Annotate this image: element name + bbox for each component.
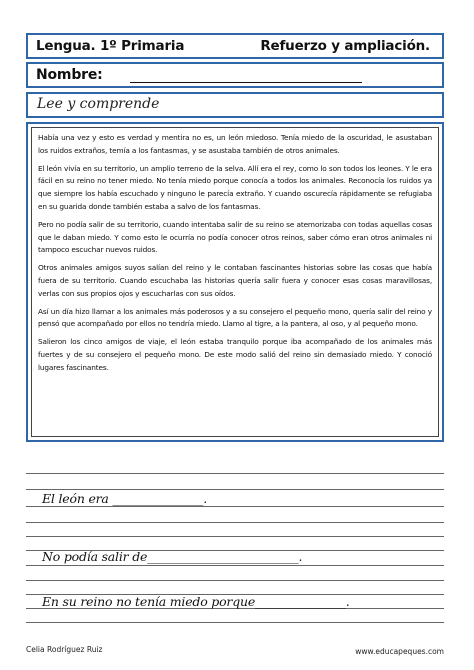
writing-line: [26, 580, 444, 581]
story-text-frame: [31, 127, 439, 437]
story-paragraph: Pero no podía salir de su territorio, cuando intentaba salir de su reino se atemorizaba con todas aquellas cosas que le daban miedo. Y como esto le ocurría no podía conocer otros reinos, saber cómo eran otros animales ni tampoco escuchar nuevos ruidos.: [38, 219, 432, 255]
writing-line: [26, 522, 444, 523]
worksheet-kind: Refuerzo y ampliación.: [260, 38, 430, 54]
name-write-line[interactable]: [130, 82, 362, 83]
footer-site-link[interactable]: www.educapeques.com: [355, 647, 444, 656]
question-prompt-3: En su reino no tenía miedo porque_______________.: [42, 594, 350, 609]
story-paragraph: Otros animales amigos suyos salían del reino y le contaban fascinantes historias sobre las cosas que había fuera de su territorio. Cuando escuchaba las historias quería salir fuera y conocer esas cosas maravillosas, verlas con sus propios ojos y escucharlas con sus oídos.: [38, 263, 432, 298]
story-box: [26, 122, 444, 442]
name-field-box: [26, 62, 444, 88]
instruction-text: Lee y comprende: [37, 96, 160, 112]
story-paragraph: Así un día hizo llamar a los animales más poderosos y a su consejero el pequeño mono, quería salir del reino y pensó que acompañado por ellos no tendría miedo. Llamo al tigre, a la pantera, al oso, y al pequeño mono.: [38, 306, 432, 329]
writing-line: [26, 473, 444, 474]
writing-line[interactable]: [26, 506, 444, 507]
instruction-box: [26, 92, 444, 118]
name-label: Nombre:: [36, 67, 103, 83]
writing-line: [26, 536, 444, 537]
footer-author: Celia Rodríguez Ruiz: [26, 645, 103, 654]
writing-line[interactable]: [26, 565, 444, 566]
writing-line: [26, 489, 444, 490]
story-paragraph: Salieron los cinco amigos de viaje, el león estaba tranquilo porque iba acompañado de los animales más fuertes y de su consejero el pequeño mono. De este modo salió del reino sin demasiado miedo. Y conoció lugares fascinantes.: [38, 337, 432, 372]
story-paragraph: El león vivía en su territorio, un amplio terreno de la selva. Allí era el rey, como lo son todos los leones. Y le era fácil en su reino no tener miedo. No tenía miedo porque conocía a todos los animales. Reconocía los ruidos ya que siempre los había escuchado y ninguno le parecía extraño. Y cuando oscurecía rápidamente se refugiaba en su guarida donde también estaba a salvo de los fantasmas.: [38, 163, 432, 211]
story-paragraph: Había una vez y esto es verdad y mentira no es, un león miedoso. Tenía miedo de la oscuridad, le asustaban los ruidos extraños, temía a los fantasmas, y se asustaba también de otros animales.: [38, 133, 432, 155]
writing-line: [26, 622, 444, 623]
question-prompt-2: No podía salir de_________________________.: [42, 549, 303, 564]
worksheet-header: [26, 33, 444, 59]
subject-title: Lengua. 1º Primaria: [36, 38, 185, 54]
question-prompt-1: El león era _______________.: [42, 491, 207, 506]
